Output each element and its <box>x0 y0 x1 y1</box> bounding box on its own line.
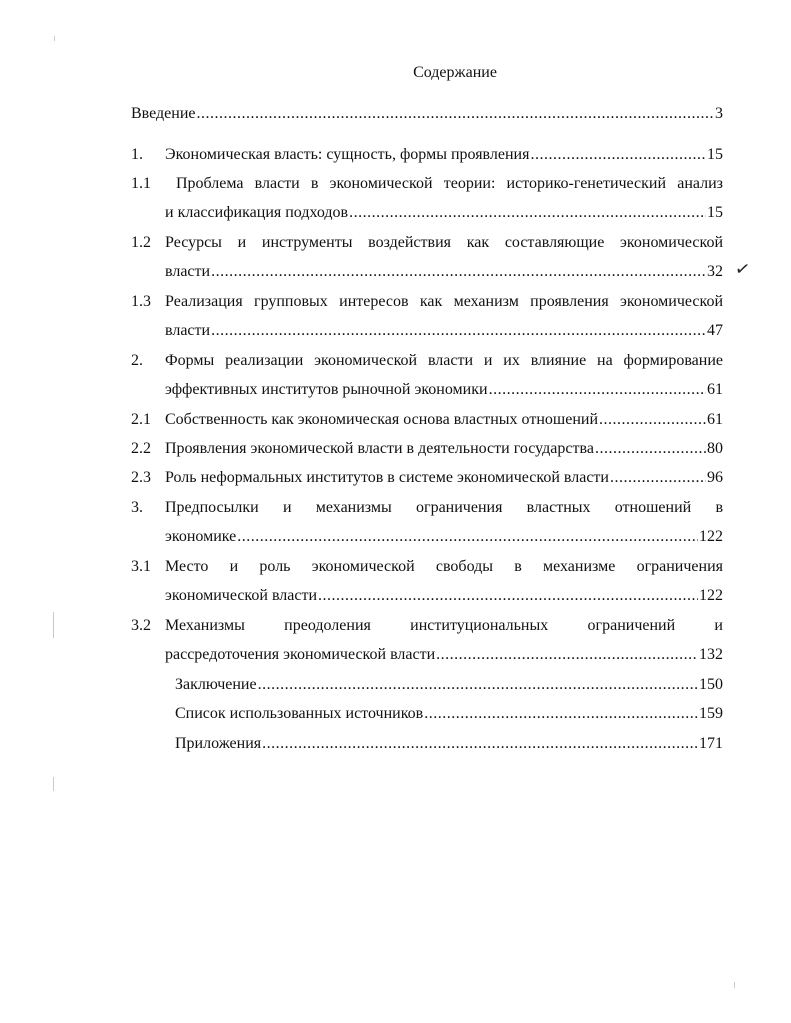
toc-leader-dots <box>262 734 698 754</box>
toc-entry-text: рассредоточения экономической власти <box>165 646 436 663</box>
toc-leader-dots <box>599 410 706 430</box>
scan-speck <box>53 612 54 638</box>
toc-entry-text: экономической власти <box>165 587 318 604</box>
toc-leader-dots <box>424 704 698 724</box>
toc-entry-3-1-line2 <box>165 586 723 606</box>
toc-page-number: 159 <box>699 705 723 722</box>
toc-page-number: 122 <box>699 528 723 545</box>
toc-page-number: 3 <box>715 105 723 122</box>
toc-entry-3-line1: Предпосылки и механизмы ограничения властных отношений в <box>165 499 723 516</box>
toc-entry-text: Проявления экономической власти в деятельности государства <box>165 440 594 457</box>
scan-speck <box>53 777 54 791</box>
toc-entry-1-1-line1: Проблема власти в экономической теории: историко-генетический анализ <box>176 175 723 192</box>
toc-page-number: 61 <box>707 411 723 428</box>
toc-entry-text: Заключение <box>175 676 257 693</box>
toc-leader-dots <box>197 104 715 124</box>
toc-number: 3.1 <box>131 558 151 575</box>
toc-page-number: 96 <box>707 469 723 486</box>
toc-page-number: 15 <box>707 204 723 221</box>
toc-entry-3-2-line2 <box>165 645 723 665</box>
toc-number: 3. <box>131 499 143 516</box>
toc-entry-1 <box>165 145 723 165</box>
toc-page-number: 150 <box>699 676 723 693</box>
toc-entry-3-2-line1: Механизмы преодоления институциональных ограничений и <box>165 617 723 634</box>
toc-entry-3-line2 <box>165 527 723 547</box>
toc-entry-2-line1: Формы реализации экономической власти и их влияние на формирование <box>165 352 723 369</box>
toc-entry-text: эффективных институтов рыночной экономики <box>165 381 488 398</box>
toc-entry-appendix <box>175 734 723 754</box>
toc-page-number: 171 <box>699 735 723 752</box>
toc-page-number: 80 <box>707 440 723 457</box>
toc-entry-1-2-line2 <box>165 262 723 282</box>
toc-entry-2-2 <box>165 439 723 459</box>
toc-number: 2.1 <box>131 411 151 428</box>
toc-number: 2.2 <box>131 440 151 457</box>
toc-leader-dots <box>436 645 698 665</box>
toc-page-number: 15 <box>707 146 723 163</box>
toc-entry-conclusion <box>175 675 723 695</box>
toc-leader-dots <box>258 675 698 695</box>
toc-leader-dots <box>211 262 706 282</box>
toc-page-number: 47 <box>707 322 723 339</box>
toc-page-number: 122 <box>699 587 723 604</box>
toc-entry-2-1 <box>165 410 723 430</box>
toc-entry-text: власти <box>165 263 211 280</box>
toc-leader-dots <box>610 468 706 488</box>
toc-entry-1-1-line2 <box>165 203 723 223</box>
toc-number: 1. <box>131 146 143 163</box>
toc-entry-text: Экономическая власть: сущность, формы проявления <box>165 146 530 163</box>
toc-entry-1-3-line1: Реализация групповых интересов как механизм проявления экономической <box>165 293 723 310</box>
toc-leader-dots <box>530 145 706 165</box>
toc-entry-1-2-line1: Ресурсы и инструменты воздействия как составляющие экономической <box>165 234 723 251</box>
toc-leader-dots <box>237 527 698 547</box>
toc-entry-1-3-line2 <box>165 321 723 341</box>
toc-page-number: 132 <box>699 646 723 663</box>
toc-entry-text: экономике <box>165 528 237 545</box>
toc-entry-intro <box>131 104 723 124</box>
toc-page-number: 32 <box>707 263 723 280</box>
toc-entry-text: власти <box>165 322 211 339</box>
toc-entry-2-line2 <box>165 380 723 400</box>
handwritten-check-mark: ✓ <box>733 257 752 282</box>
toc-number: 1.3 <box>131 293 151 310</box>
toc-number: 3.2 <box>131 617 151 634</box>
scan-speck <box>734 982 735 988</box>
toc-leader-dots <box>211 321 706 341</box>
toc-number: 1.1 <box>131 175 151 192</box>
toc-leader-dots <box>489 380 706 400</box>
toc-number: 1.2 <box>131 234 151 251</box>
toc-entry-text: и классификация подходов <box>165 204 349 221</box>
toc-number: 2. <box>131 352 143 369</box>
toc-entry-sources <box>175 704 723 724</box>
toc-entry-text: Приложения <box>175 735 262 752</box>
toc-leader-dots <box>318 586 698 606</box>
toc-leader-dots <box>595 439 706 459</box>
toc-entry-3-1-line1: Место и роль экономической свободы в механизме ограничения <box>165 558 723 575</box>
toc-number: 2.3 <box>131 469 151 486</box>
toc-entry-2-3 <box>165 468 723 488</box>
page-title: Содержание <box>413 64 497 81</box>
toc-entry-text: Список использованных источников <box>175 705 424 722</box>
toc-entry-text: Собственность как экономическая основа властных отношений <box>165 411 598 428</box>
scan-speck <box>54 36 55 41</box>
toc-leader-dots <box>349 203 706 223</box>
toc-entry-text: Роль неформальных институтов в системе экономической власти <box>165 469 609 486</box>
toc-entry-text: Введение <box>131 105 196 122</box>
toc-page-number: 61 <box>707 381 723 398</box>
